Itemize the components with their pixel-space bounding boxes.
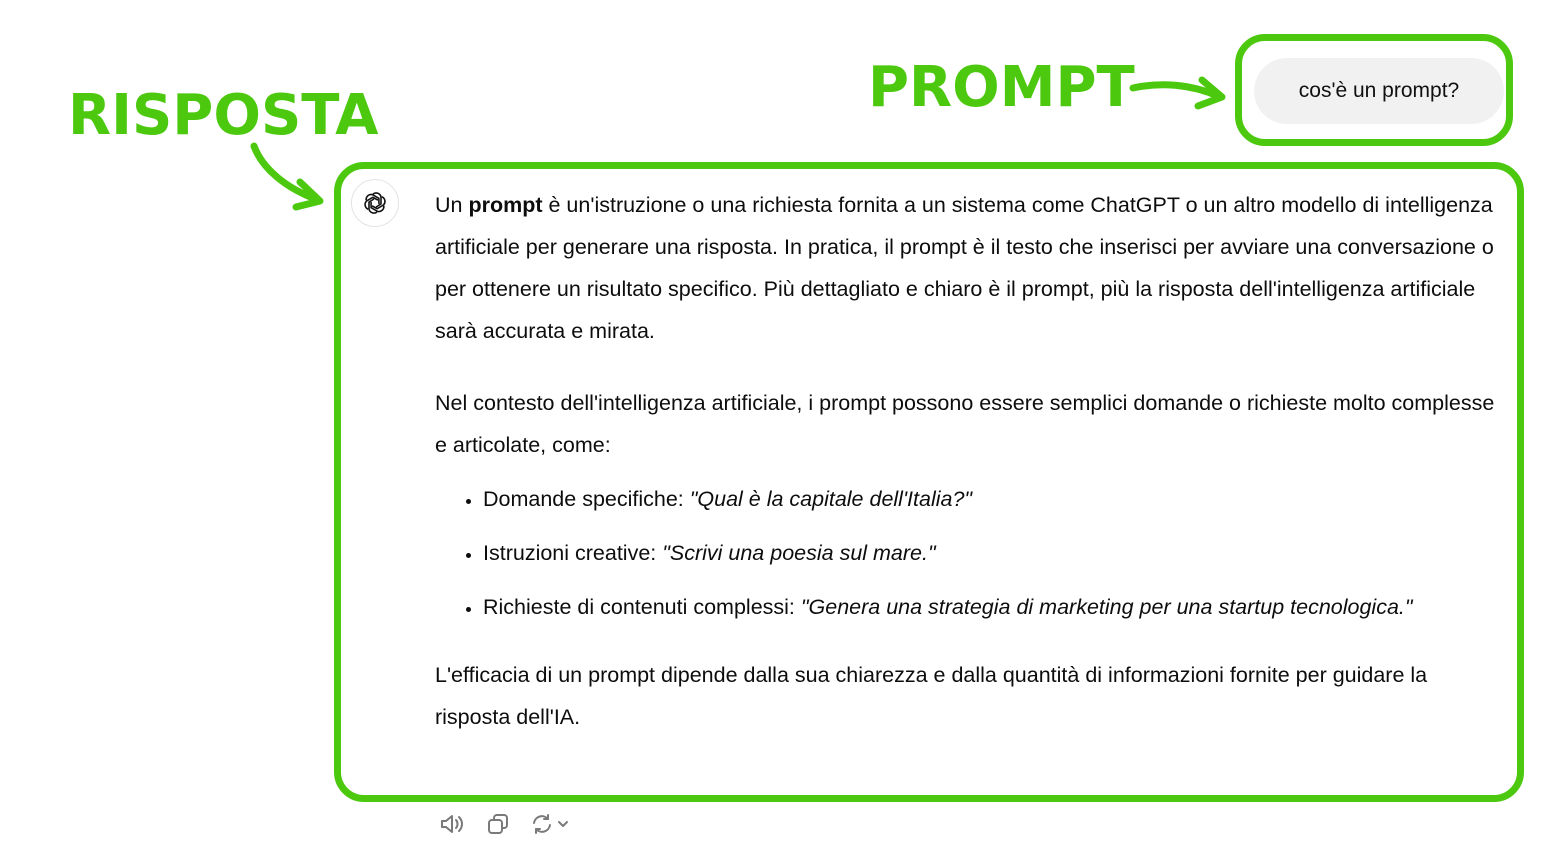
copy-icon: [486, 812, 510, 836]
read-aloud-button[interactable]: [436, 808, 468, 840]
list-item-example: "Qual è la capitale dell'Italia?": [689, 487, 973, 511]
response-paragraph: L'efficacia di un prompt dipende dalla sua chiarezza e dalla quantità di informazioni fornite per guidare la risposta dell'IA.: [435, 663, 1428, 729]
message-action-bar: [436, 808, 572, 840]
list-item: [483, 532, 1495, 574]
list-item: [483, 586, 1495, 628]
chevron-down-icon: [556, 817, 570, 831]
examples-list: [435, 478, 1495, 628]
regenerate-button[interactable]: [528, 808, 572, 840]
list-item-label: Istruzioni creative:: [483, 541, 663, 565]
regenerate-icon: [530, 812, 554, 836]
paragraph-text: è un'istruzione o una richiesta fornita a un sistema come ChatGPT o un altro modello di intelligenza artificiale per generare una risposta. In pratica, il prompt è il testo che inserisci per avviare una conversazione o per ottenere un risultato specifico. Più dettagliato e chiaro è il prompt, più la risposta dell'intelligenza artificiale sarà accurata e mirata.: [435, 193, 1494, 343]
list-item-example: "Genera una strategia di marketing per una startup tecnologica.": [800, 595, 1413, 619]
list-item-example: "Scrivi una poesia sul mare.": [662, 541, 936, 565]
list-item: [483, 478, 1495, 520]
copy-button[interactable]: [482, 808, 514, 840]
speaker-icon: [439, 812, 465, 836]
response-paragraph: [435, 184, 1495, 352]
assistant-response: [435, 184, 1495, 738]
assistant-avatar: [351, 179, 399, 227]
user-message-bubble: [1254, 58, 1504, 124]
response-annotation-label: RISPOSTA: [68, 83, 379, 148]
response-paragraph: Nel contesto dell'intelligenza artificiale, i prompt possono essere semplici domande o richieste molto complesse e articolate, come:: [435, 391, 1495, 457]
paragraph-text: Un: [435, 193, 469, 217]
bold-term: prompt: [468, 193, 543, 217]
prompt-annotation-label: PROMPT: [868, 55, 1135, 120]
openai-logo-icon: [361, 189, 389, 217]
list-item-label: Domande specifiche:: [483, 487, 690, 511]
user-message-text: cos'è un prompt?: [1298, 79, 1460, 102]
list-item-label: Richieste di contenuti complessi:: [483, 595, 801, 619]
